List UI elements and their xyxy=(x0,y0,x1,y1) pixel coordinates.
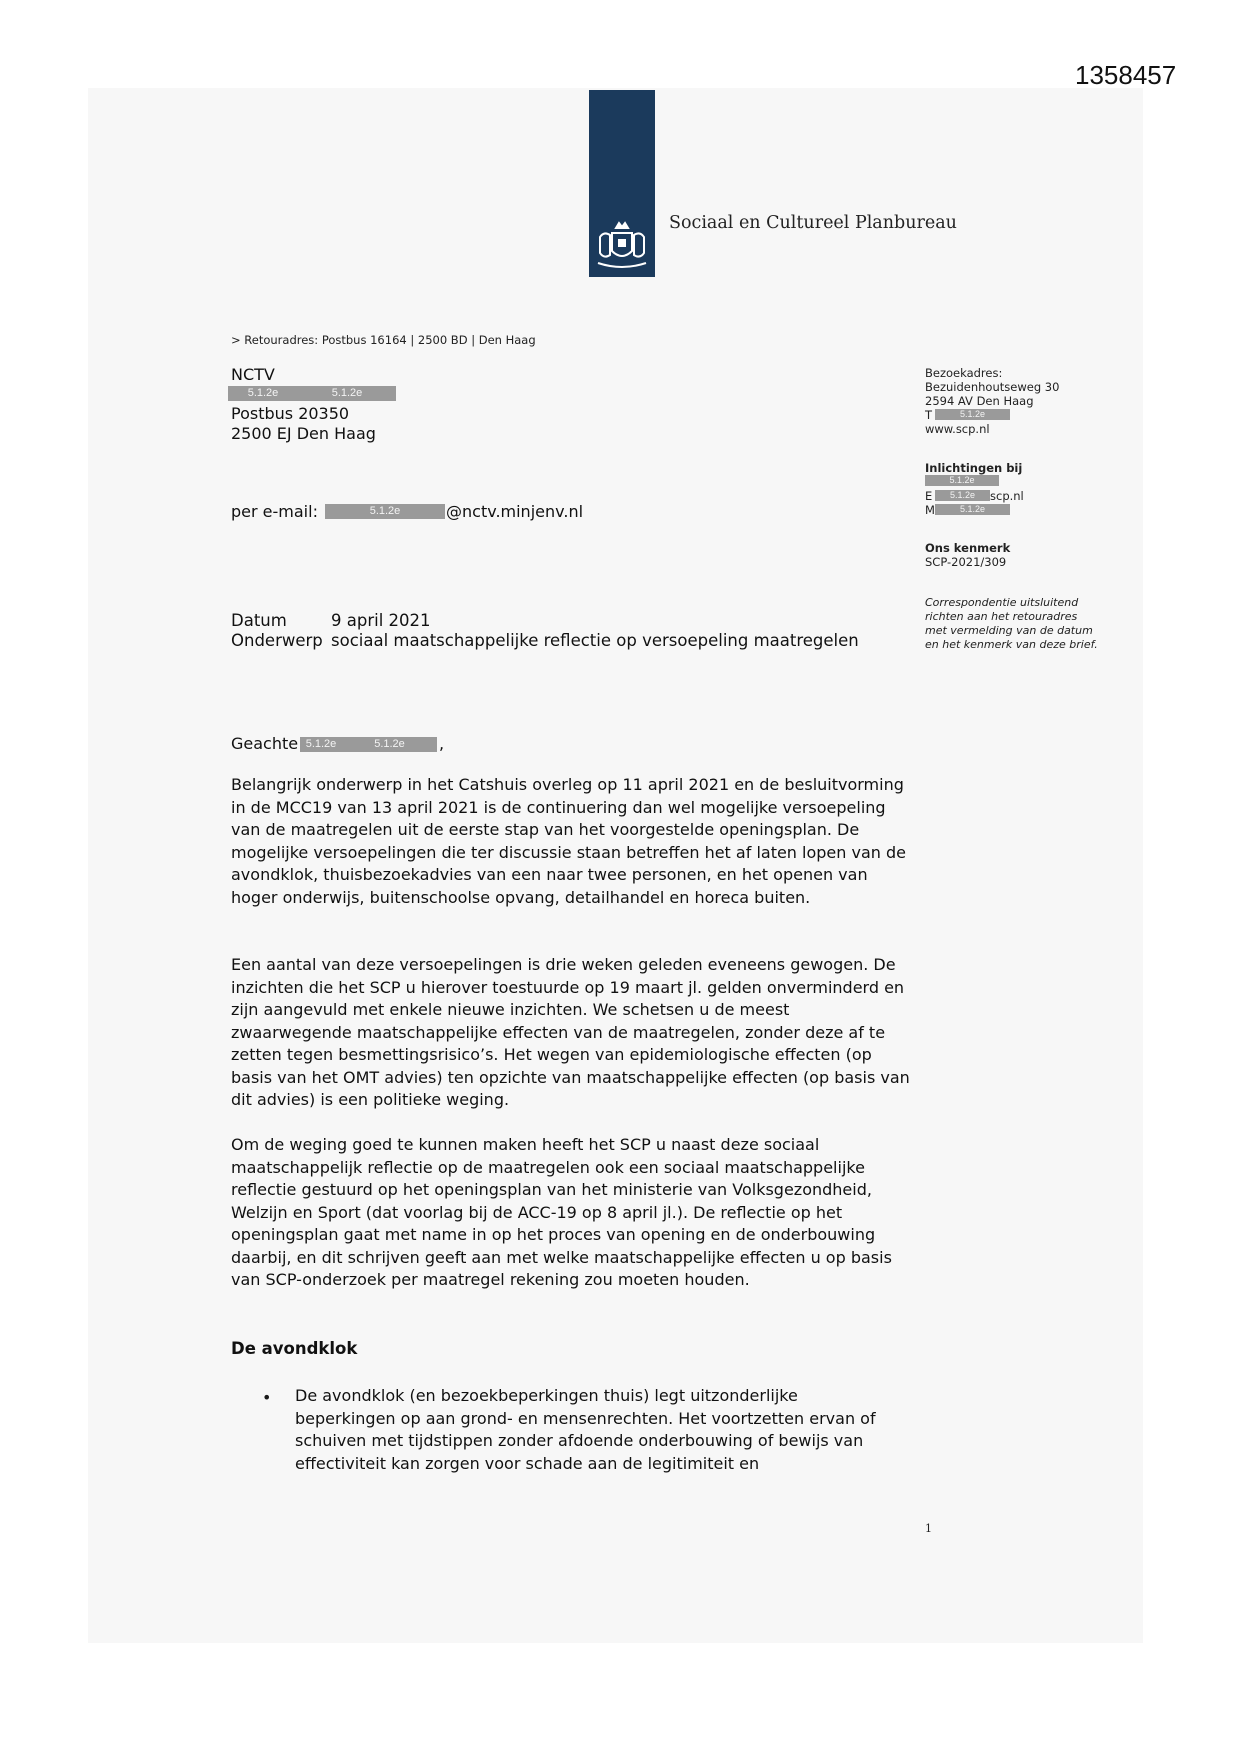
redaction-box: 5.1.2e xyxy=(935,409,1010,420)
sender-city: 2594 AV Den Haag xyxy=(925,394,1034,408)
salutation-word: Geachte xyxy=(231,734,299,753)
reference-label: Ons kenmerk xyxy=(925,541,1011,555)
reference-value: SCP-2021/309 xyxy=(925,555,1007,569)
visit-address-label: Bezoekadres: xyxy=(925,366,1003,380)
email-prefix: E xyxy=(925,489,933,503)
recipient-name: NCTV xyxy=(231,365,275,384)
body-paragraph: Belangrijk onderwerp in het Catshuis overleg op 11 april 2021 en de besluitvorming in de MCC19 van 13 april 2021 is de continuering dan wel mogelijke versoepeling van de maatregelen uit de eerste stap van het voorgestelde openingsplan. De mogelijke versoepelingen die ter discussie staan betreffen het af laten lopen van de avondklok, thuisbezoekadvies van een naar twee personen, en het openen van hoger onderwijs, buitenschoolse opvang, detailhandel en horeca buiten. xyxy=(231,775,906,907)
bullet-marker: • xyxy=(262,1388,272,1407)
website-link[interactable]: www.scp.nl xyxy=(925,422,990,436)
body-paragraph: Een aantal van deze versoepelingen is drie weken geleden eveneens gewogen. De inzichten die het SCP u hierover toestuurde op 19 maart jl. gelden onverminderd en zijn aangevuld met enkele nieuwe inzichten. We schetsen u de meest zwaarwegende maatschappelijke effecten van de maatregelen, zonder deze af te zetten tegen besmettingsrisico’s. Het wegen van epidemiologische effecten (op basis van het OMT advies) ten opzichte van maatschappelijke effecten (op basis van dit advies) is een politieke weging. xyxy=(231,955,910,1109)
body-paragraph: Om de weging goed te kunnen maken heeft het SCP u naast deze sociaal maatschappelijk reflectie op de maatregelen ook een sociaal maatschappelijke reflectie gestuurd op het openingsplan van het ministerie van Volksgezondheid, Welzijn en Sport (dat voorlag bij de ACC-19 op 8 april jl.). De reflectie op het openingsplan gaat met name in op het proces van opening en de onderbouwing daarbij, en dit schrijven geeft aan met welke maatschappelijke effecten u op basis van SCP-onderzoek per maatregel rekening zou moeten houden. xyxy=(231,1135,892,1289)
document-number: 1358457 xyxy=(1075,60,1177,90)
redaction-box: 5.1.2e xyxy=(935,490,990,501)
page-number: 1 xyxy=(925,1522,932,1535)
redaction-box: 5.1.2e xyxy=(228,386,298,401)
recipient-city: 2500 EJ Den Haag xyxy=(231,424,376,443)
sender-street: Bezuidenhoutseweg 30 xyxy=(925,380,1060,394)
email-domain: @nctv.minjenv.nl xyxy=(446,502,584,521)
coat-of-arms-icon xyxy=(590,215,654,273)
redaction-box: 5.1.2e xyxy=(298,386,396,401)
recipient-street: Postbus 20350 xyxy=(231,404,350,423)
redaction-box: 5.1.2e xyxy=(925,475,999,486)
correspondence-note: Correspondentie uitsluitend richten aan het retouradres met vermelding van de datum en het kenmerk van deze brief. xyxy=(925,596,1098,651)
info-label: Inlichtingen bij xyxy=(925,461,1023,475)
email-label: per e-mail: xyxy=(231,502,318,521)
date-label: Datum xyxy=(231,611,287,630)
phone-prefix: T xyxy=(925,408,933,422)
bullet-item: De avondklok (en bezoekbeperkingen thuis) legt uitzonderlijke beperkingen op aan grond- en mensenrechten. Het voortzetten ervan of schuiven met tijdstippen zonder afdoende onderbouwing of bewijs van effectiviteit kan zorgen voor schade aan de legitimiteit en xyxy=(295,1386,876,1473)
salutation-comma: , xyxy=(439,734,445,753)
redaction-box: 5.1.2e xyxy=(325,504,445,519)
subject-value: sociaal maatschappelijke reflectie op versoepeling maatregelen xyxy=(331,631,859,650)
date-value: 9 april 2021 xyxy=(331,611,431,630)
redaction-box: 5.1.2e xyxy=(300,737,342,752)
section-heading: De avondklok xyxy=(231,1339,358,1358)
subject-label: Onderwerp xyxy=(231,631,323,650)
mobile-prefix: M xyxy=(925,503,935,517)
return-address: > Retouradres: Postbus 16164 | 2500 BD | Den Haag xyxy=(231,333,536,347)
organization-name: Sociaal en Cultureel Planbureau xyxy=(669,213,957,233)
redaction-box: 5.1.2e xyxy=(342,737,437,752)
redaction-box: 5.1.2e xyxy=(935,504,1010,515)
email-suffix: scp.nl xyxy=(990,489,1024,503)
